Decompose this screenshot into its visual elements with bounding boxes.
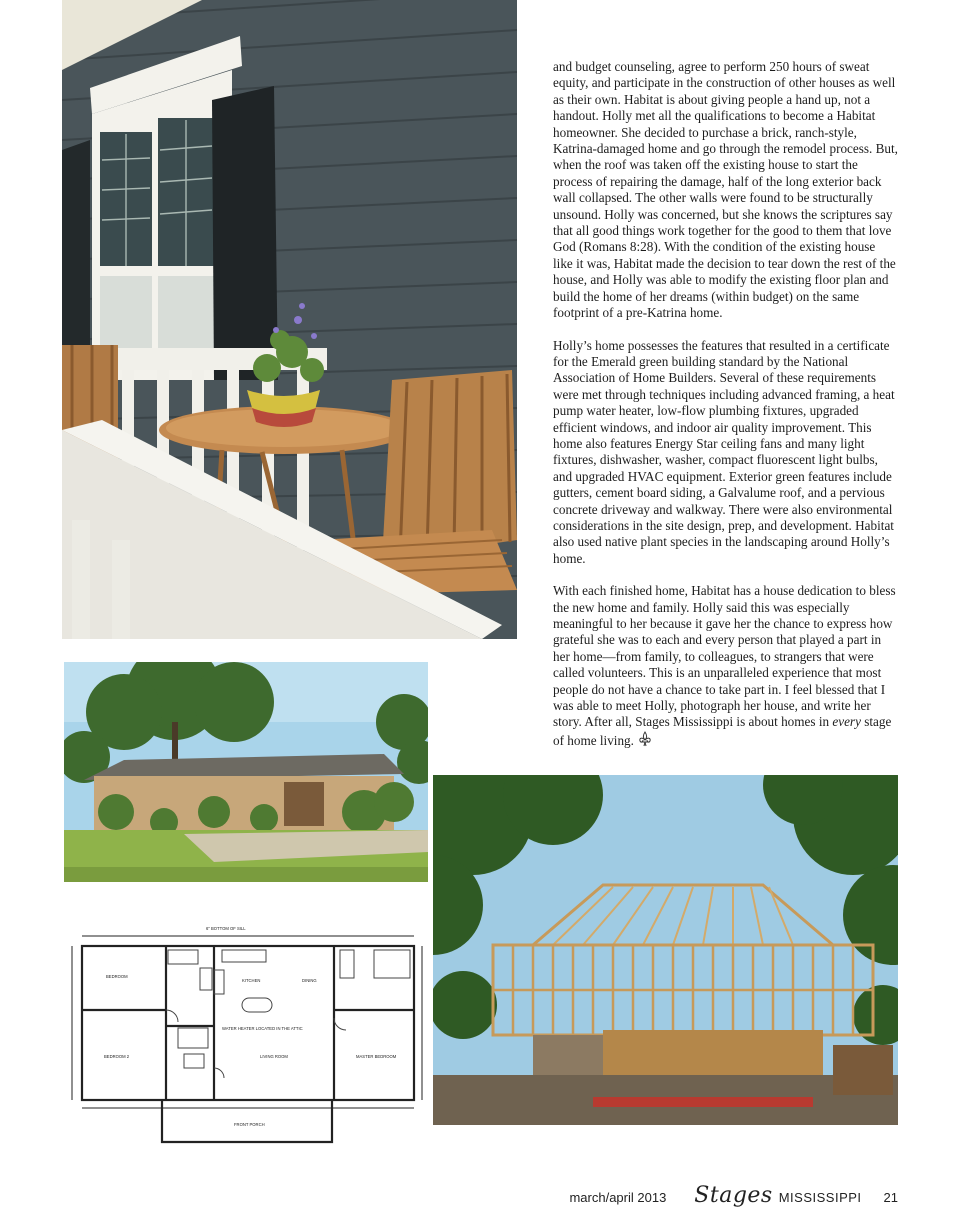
plan-label-bedroom-2: BEDROOM 2 [104,1054,130,1059]
article-paragraph-closing [553,583,898,749]
plan-note-sill: 6" BOTTOM OF SILL [206,926,246,931]
plan-label-dining: DINING [302,978,317,983]
fleur-de-lis-icon [637,731,653,747]
page-number: 21 [883,1190,898,1205]
article-paragraph: Holly’s home possesses the features that resulted in a certificate for the Emerald green building standard by the National Association of Home Builders. Several of these requirements were met through techniques including advanced framing, a heat pump water heater, low-flow plumbing fixtures, upgraded efficient windows, and indoor air quality improvement. This home also features Energy Star ceiling fans and many light fixtures, dishwasher, washer, compact fluorescent light bulbs, and upgraded HVAC equipment. Exterior green features include gutters, cement board siding, a Galvalume roof, and a pervious concrete driveway and walkway. There were also environmental considerations in the site design, prep, and development. Habitat also used native plant species in the landscaping around Holly’s home. [553,337,895,566]
floor-plan-drawing [64,918,434,1158]
page-footer [569,1183,898,1207]
magazine-logo-state: MISSISSIPPI [778,1190,862,1205]
plan-label-kitchen: KITCHEN [242,978,261,983]
plan-label-front-porch: FRONT PORCH [234,1122,265,1127]
porch-photo [62,0,517,639]
plan-label-bedroom: BEDROOM [106,974,128,979]
article-paragraph: and budget counseling, agree to perform 250 hours of sweat equity, and participate in the construction of other houses as well as their own. Habitat is about giving people a hand up, not a handout. Holly met all the qualifications to become a Habitat homeowner. She decided to purchase a brick, ranch-style, Katrina-damaged home and go through the remodel process. But, when the roof was taken off the existing house to start the process of repairing the damage, half of the long exterior back wall collapsed. The other walls were found to be structurally unsound. Holly was concerned, but she knows the scriptures say that all good things work together for the good to them that love God (Romans 8:28). With the condition of the existing house like it was, Habitat made the decision to tear down the rest of the house, and Holly was able to modify the existing floor plan and build the home of her dreams (within budget) on the same footprint of a pre-Katrina home. [553,59,898,321]
article-body [553,59,898,765]
closing-text: With each finished home, Habitat has a house dedication to bless the new home and family. Holly said this was especially meaningful to her because it gave her the chance to express how grateful she was to each and every person that played a part in her home—from family, to colleagues, to strangers that were called volunteers. This is an unparalleled experience that most people do not have a chance to take part in. I feel blessed that I was able to meet Holly, photograph her house, and write her story. After all, Stages Mississippi is about homes in [553,583,896,730]
plan-label-living-room: LIVING ROOM [260,1054,288,1059]
plan-label-master-bedroom: MASTER BEDROOM [356,1054,397,1059]
plan-note-water-heater: WATER HEATER LOCATED IN THE ATTIC [222,1026,303,1031]
closing-text-end: stage of home living. [553,714,892,748]
magazine-logo-script: Stages [694,1183,773,1208]
issue-date: march/april 2013 [569,1190,667,1205]
house-before-photo [64,662,428,882]
construction-framing-photo [433,775,898,1125]
closing-emphasis: every [832,714,861,730]
